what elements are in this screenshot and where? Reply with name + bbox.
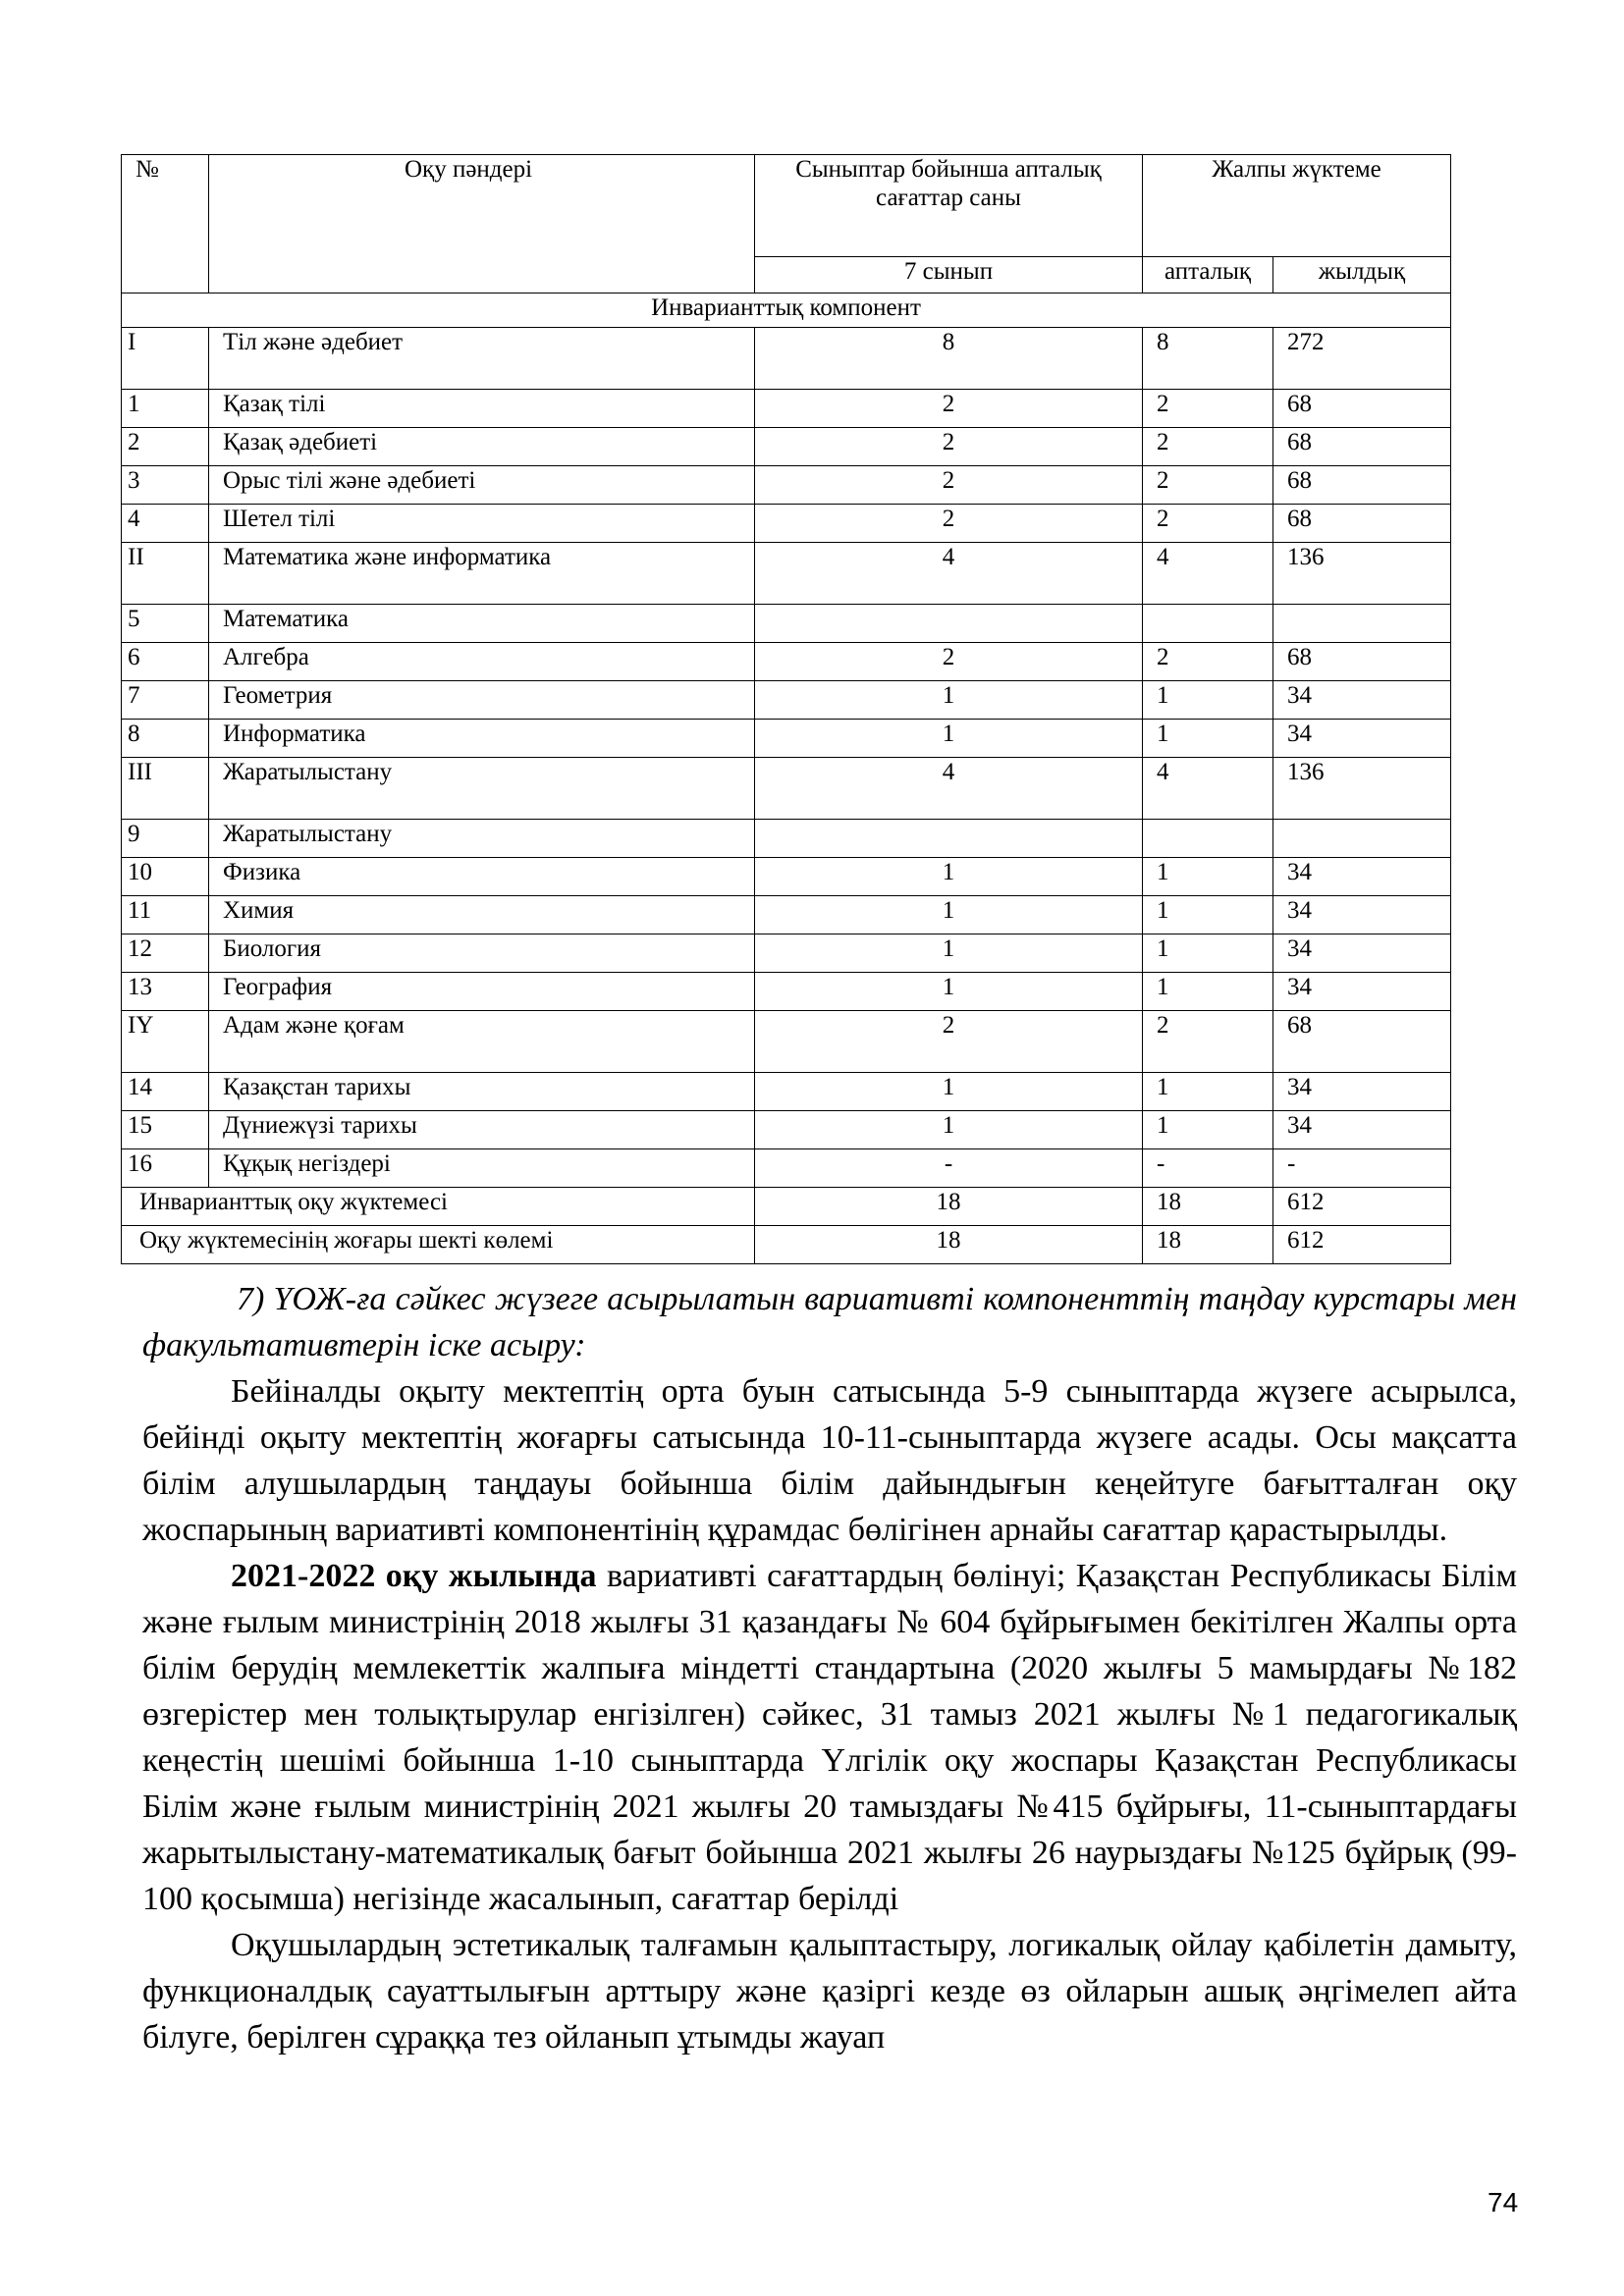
cell-weekly: 2 [1143, 390, 1273, 428]
table-row [122, 858, 1451, 896]
cell-yearly: 136 [1273, 543, 1451, 605]
header-weekly: апталық [1143, 257, 1273, 294]
cell-subject: Қазақ тілі [209, 390, 755, 428]
cell-number: 6 [122, 643, 209, 681]
cell-grade-7: 2 [755, 466, 1143, 505]
cell-subject: Құқық негіздері [209, 1149, 755, 1188]
cell-number: 16 [122, 1149, 209, 1188]
cell-subject: Орыс тілі және әдебиеті [209, 466, 755, 505]
cell-number: IY [122, 1011, 209, 1073]
cell-subject: Физика [209, 858, 755, 896]
cell-grade-7: 2 [755, 1011, 1143, 1073]
cell-number: 7 [122, 681, 209, 720]
cell-yearly: 68 [1273, 643, 1451, 681]
cell-yearly [1273, 605, 1451, 643]
total-grade-7: 18 [755, 1188, 1143, 1226]
cell-number: 14 [122, 1073, 209, 1111]
table-group-row [122, 328, 1451, 390]
paragraph-1: Бейіналды оқыту мектептің орта буын сатысында 5-9 сыныптарда жүзеге асырылса, бейінді оқыту мектептің жоғарғы сатысында 10-11-сыныптарда жүзеге асады. Осы мақсатта білім алушылардың таңдауы бойынша білім дайындығын кеңейтуге бағытталған оқу жоспарының вариативті компонентінің құрамдас бөлігінен арнайы сағаттар қарастырылды. [142, 1373, 1517, 1548]
cell-subject: Адам және қоғам [209, 1011, 755, 1073]
cell-yearly: 68 [1273, 466, 1451, 505]
cell-weekly: 1 [1143, 1111, 1273, 1149]
header-yearly: жылдық [1273, 257, 1451, 294]
cell-subject: Тіл және әдебиет [209, 328, 755, 390]
cell-number: 13 [122, 973, 209, 1011]
cell-weekly [1143, 605, 1273, 643]
cell-grade-7: 2 [755, 643, 1143, 681]
cell-subject: Геометрия [209, 681, 755, 720]
cell-grade-7: 2 [755, 505, 1143, 543]
table-row [122, 390, 1451, 428]
cell-grade-7: - [755, 1149, 1143, 1188]
table-header [122, 155, 1451, 294]
cell-weekly: 1 [1143, 973, 1273, 1011]
cell-grade-7: 1 [755, 720, 1143, 758]
cell-weekly: 1 [1143, 681, 1273, 720]
total-weekly: 18 [1143, 1188, 1273, 1226]
cell-number: 15 [122, 1111, 209, 1149]
table-row [122, 934, 1451, 973]
cell-weekly: 1 [1143, 1073, 1273, 1111]
total-yearly: 612 [1273, 1226, 1451, 1264]
table-row [122, 973, 1451, 1011]
cell-subject: Биология [209, 934, 755, 973]
curriculum-table [121, 154, 1451, 1264]
cell-grade-7: 1 [755, 858, 1143, 896]
cell-grade-7: 1 [755, 1073, 1143, 1111]
body-text [142, 1276, 1517, 2060]
cell-yearly: - [1273, 1149, 1451, 1188]
cell-subject: Қазақ әдебиеті [209, 428, 755, 466]
cell-yearly: 68 [1273, 390, 1451, 428]
cell-weekly: 1 [1143, 934, 1273, 973]
cell-subject: Математика және информатика [209, 543, 755, 605]
cell-number: 2 [122, 428, 209, 466]
cell-grade-7: 1 [755, 973, 1143, 1011]
cell-weekly: 8 [1143, 328, 1273, 390]
table-row [122, 1149, 1451, 1188]
cell-number: 4 [122, 505, 209, 543]
cell-subject: Математика [209, 605, 755, 643]
cell-grade-7: 8 [755, 328, 1143, 390]
page-number: 74 [1488, 2187, 1519, 2217]
header-subjects: Оқу пәндері [209, 155, 755, 294]
cell-grade-7: 4 [755, 543, 1143, 605]
cell-yearly [1273, 820, 1451, 858]
cell-grade-7: 2 [755, 390, 1143, 428]
table-row [122, 896, 1451, 934]
cell-grade-7: 4 [755, 758, 1143, 820]
table-total-row [122, 1226, 1451, 1264]
cell-weekly [1143, 820, 1273, 858]
cell-number: III [122, 758, 209, 820]
total-grade-7: 18 [755, 1226, 1143, 1264]
cell-yearly: 34 [1273, 858, 1451, 896]
cell-subject: Химия [209, 896, 755, 934]
table-row [122, 466, 1451, 505]
table-row [122, 1111, 1451, 1149]
cell-yearly: 34 [1273, 934, 1451, 973]
header-number: № [122, 155, 209, 294]
cell-yearly: 34 [1273, 973, 1451, 1011]
cell-weekly: 1 [1143, 858, 1273, 896]
cell-yearly: 68 [1273, 428, 1451, 466]
cell-weekly: 4 [1143, 758, 1273, 820]
total-yearly: 612 [1273, 1188, 1451, 1226]
cell-subject: Жаратылыстану [209, 820, 755, 858]
table-body [122, 294, 1451, 1264]
cell-number: 1 [122, 390, 209, 428]
cell-weekly: 2 [1143, 428, 1273, 466]
cell-weekly: 2 [1143, 466, 1273, 505]
cell-yearly: 34 [1273, 720, 1451, 758]
cell-weekly: 1 [1143, 896, 1273, 934]
table-total-row [122, 1188, 1451, 1226]
cell-yearly: 272 [1273, 328, 1451, 390]
table-row [122, 820, 1451, 858]
cell-number: II [122, 543, 209, 605]
cell-subject: Дүниежүзі тарихы [209, 1111, 755, 1149]
section-title: Инварианттық компонент [122, 294, 1451, 328]
cell-grade-7: 2 [755, 428, 1143, 466]
cell-grade-7 [755, 820, 1143, 858]
header-grade-7: 7 сынып [755, 257, 1143, 294]
cell-yearly: 34 [1273, 681, 1451, 720]
cell-grade-7: 1 [755, 1111, 1143, 1149]
cell-subject: География [209, 973, 755, 1011]
total-weekly: 18 [1143, 1226, 1273, 1264]
table-row [122, 605, 1451, 643]
paragraph-2-rest: вариативті сағаттардың бөлінуі; Қазақстан Республикасы Білім және ғылым министрінің 2018 жылғы 31 қазандағы № 604 бұйрығымен бекітілген Жалпы орта білім берудің мемлекеттік жалпыға міндетті стандартына (2020 жылғы 5 мамырдағы №182 өзгерістер мен толықтырулар енгізілген) сәйкес, 31 тамыз 2021 жылғы №1 педагогикалық кеңестің шешімі бойынша 1-10 сыныптарда Үлгілік оқу жоспары Қазақстан Республикасы Білім және ғылым министрінің 2021 жылғы 20 тамыздағы №415 бұйрығы, 11-сыныптардағы жарытылыстану-математикалық бағыт бойынша 2021 жылғы 26 наурыздағы №125 бұйрық (99-100 қосымша) негізінде жасалынып, сағаттар берілді [142, 1558, 1517, 1917]
cell-yearly: 136 [1273, 758, 1451, 820]
cell-weekly: 2 [1143, 643, 1273, 681]
cell-weekly: 1 [1143, 720, 1273, 758]
table-group-row [122, 758, 1451, 820]
total-label: Инварианттық оқу жүктемесі [122, 1188, 755, 1226]
cell-yearly: 34 [1273, 1111, 1451, 1149]
cell-number: 9 [122, 820, 209, 858]
cell-number: 8 [122, 720, 209, 758]
cell-number: 3 [122, 466, 209, 505]
table-row [122, 720, 1451, 758]
table-row [122, 681, 1451, 720]
paragraph-2 [142, 1553, 1517, 1922]
table-row [122, 428, 1451, 466]
cell-weekly: 2 [1143, 505, 1273, 543]
cell-yearly: 34 [1273, 896, 1451, 934]
table-row [122, 1073, 1451, 1111]
cell-number: 11 [122, 896, 209, 934]
table-row [122, 505, 1451, 543]
cell-subject: Шетел тілі [209, 505, 755, 543]
table-row [122, 643, 1451, 681]
cell-number: 12 [122, 934, 209, 973]
cell-subject: Жаратылыстану [209, 758, 755, 820]
cell-weekly: - [1143, 1149, 1273, 1188]
paragraph-2-bold: 2021-2022 оқу жылында [231, 1558, 597, 1594]
table-group-row [122, 543, 1451, 605]
header-total-load: Жалпы жүктеме [1143, 155, 1451, 257]
section-heading: 7) ҮОЖ-ға сәйкес жүзеге асырылатын вариативті компоненттің таңдау курстары мен факультативтерін іске асыру: [142, 1281, 1517, 1363]
cell-number: 10 [122, 858, 209, 896]
cell-weekly: 2 [1143, 1011, 1273, 1073]
cell-yearly: 68 [1273, 505, 1451, 543]
header-class-hours: Сыныптар бойынша апталық сағаттар саны [755, 155, 1143, 257]
table-group-row [122, 1011, 1451, 1073]
cell-yearly: 34 [1273, 1073, 1451, 1111]
cell-subject: Алгебра [209, 643, 755, 681]
cell-grade-7 [755, 605, 1143, 643]
cell-yearly: 68 [1273, 1011, 1451, 1073]
cell-number: I [122, 328, 209, 390]
cell-grade-7: 1 [755, 681, 1143, 720]
cell-weekly: 4 [1143, 543, 1273, 605]
cell-grade-7: 1 [755, 896, 1143, 934]
cell-subject: Қазақстан тарихы [209, 1073, 755, 1111]
total-label: Оқу жүктемесінің жоғары шекті көлемі [122, 1226, 755, 1264]
paragraph-3: Оқушылардың эстетикалық талғамын қалыптастыру, логикалық ойлау қабілетін дамыту, функционалдық сауаттылығын арттыру және қазіргі кезде өз ойларын ашық әңгімелеп айта білуге, берілген сұраққа тез ойланып ұтымды жауап [142, 1927, 1517, 2056]
cell-number: 5 [122, 605, 209, 643]
cell-grade-7: 1 [755, 934, 1143, 973]
cell-subject: Информатика [209, 720, 755, 758]
